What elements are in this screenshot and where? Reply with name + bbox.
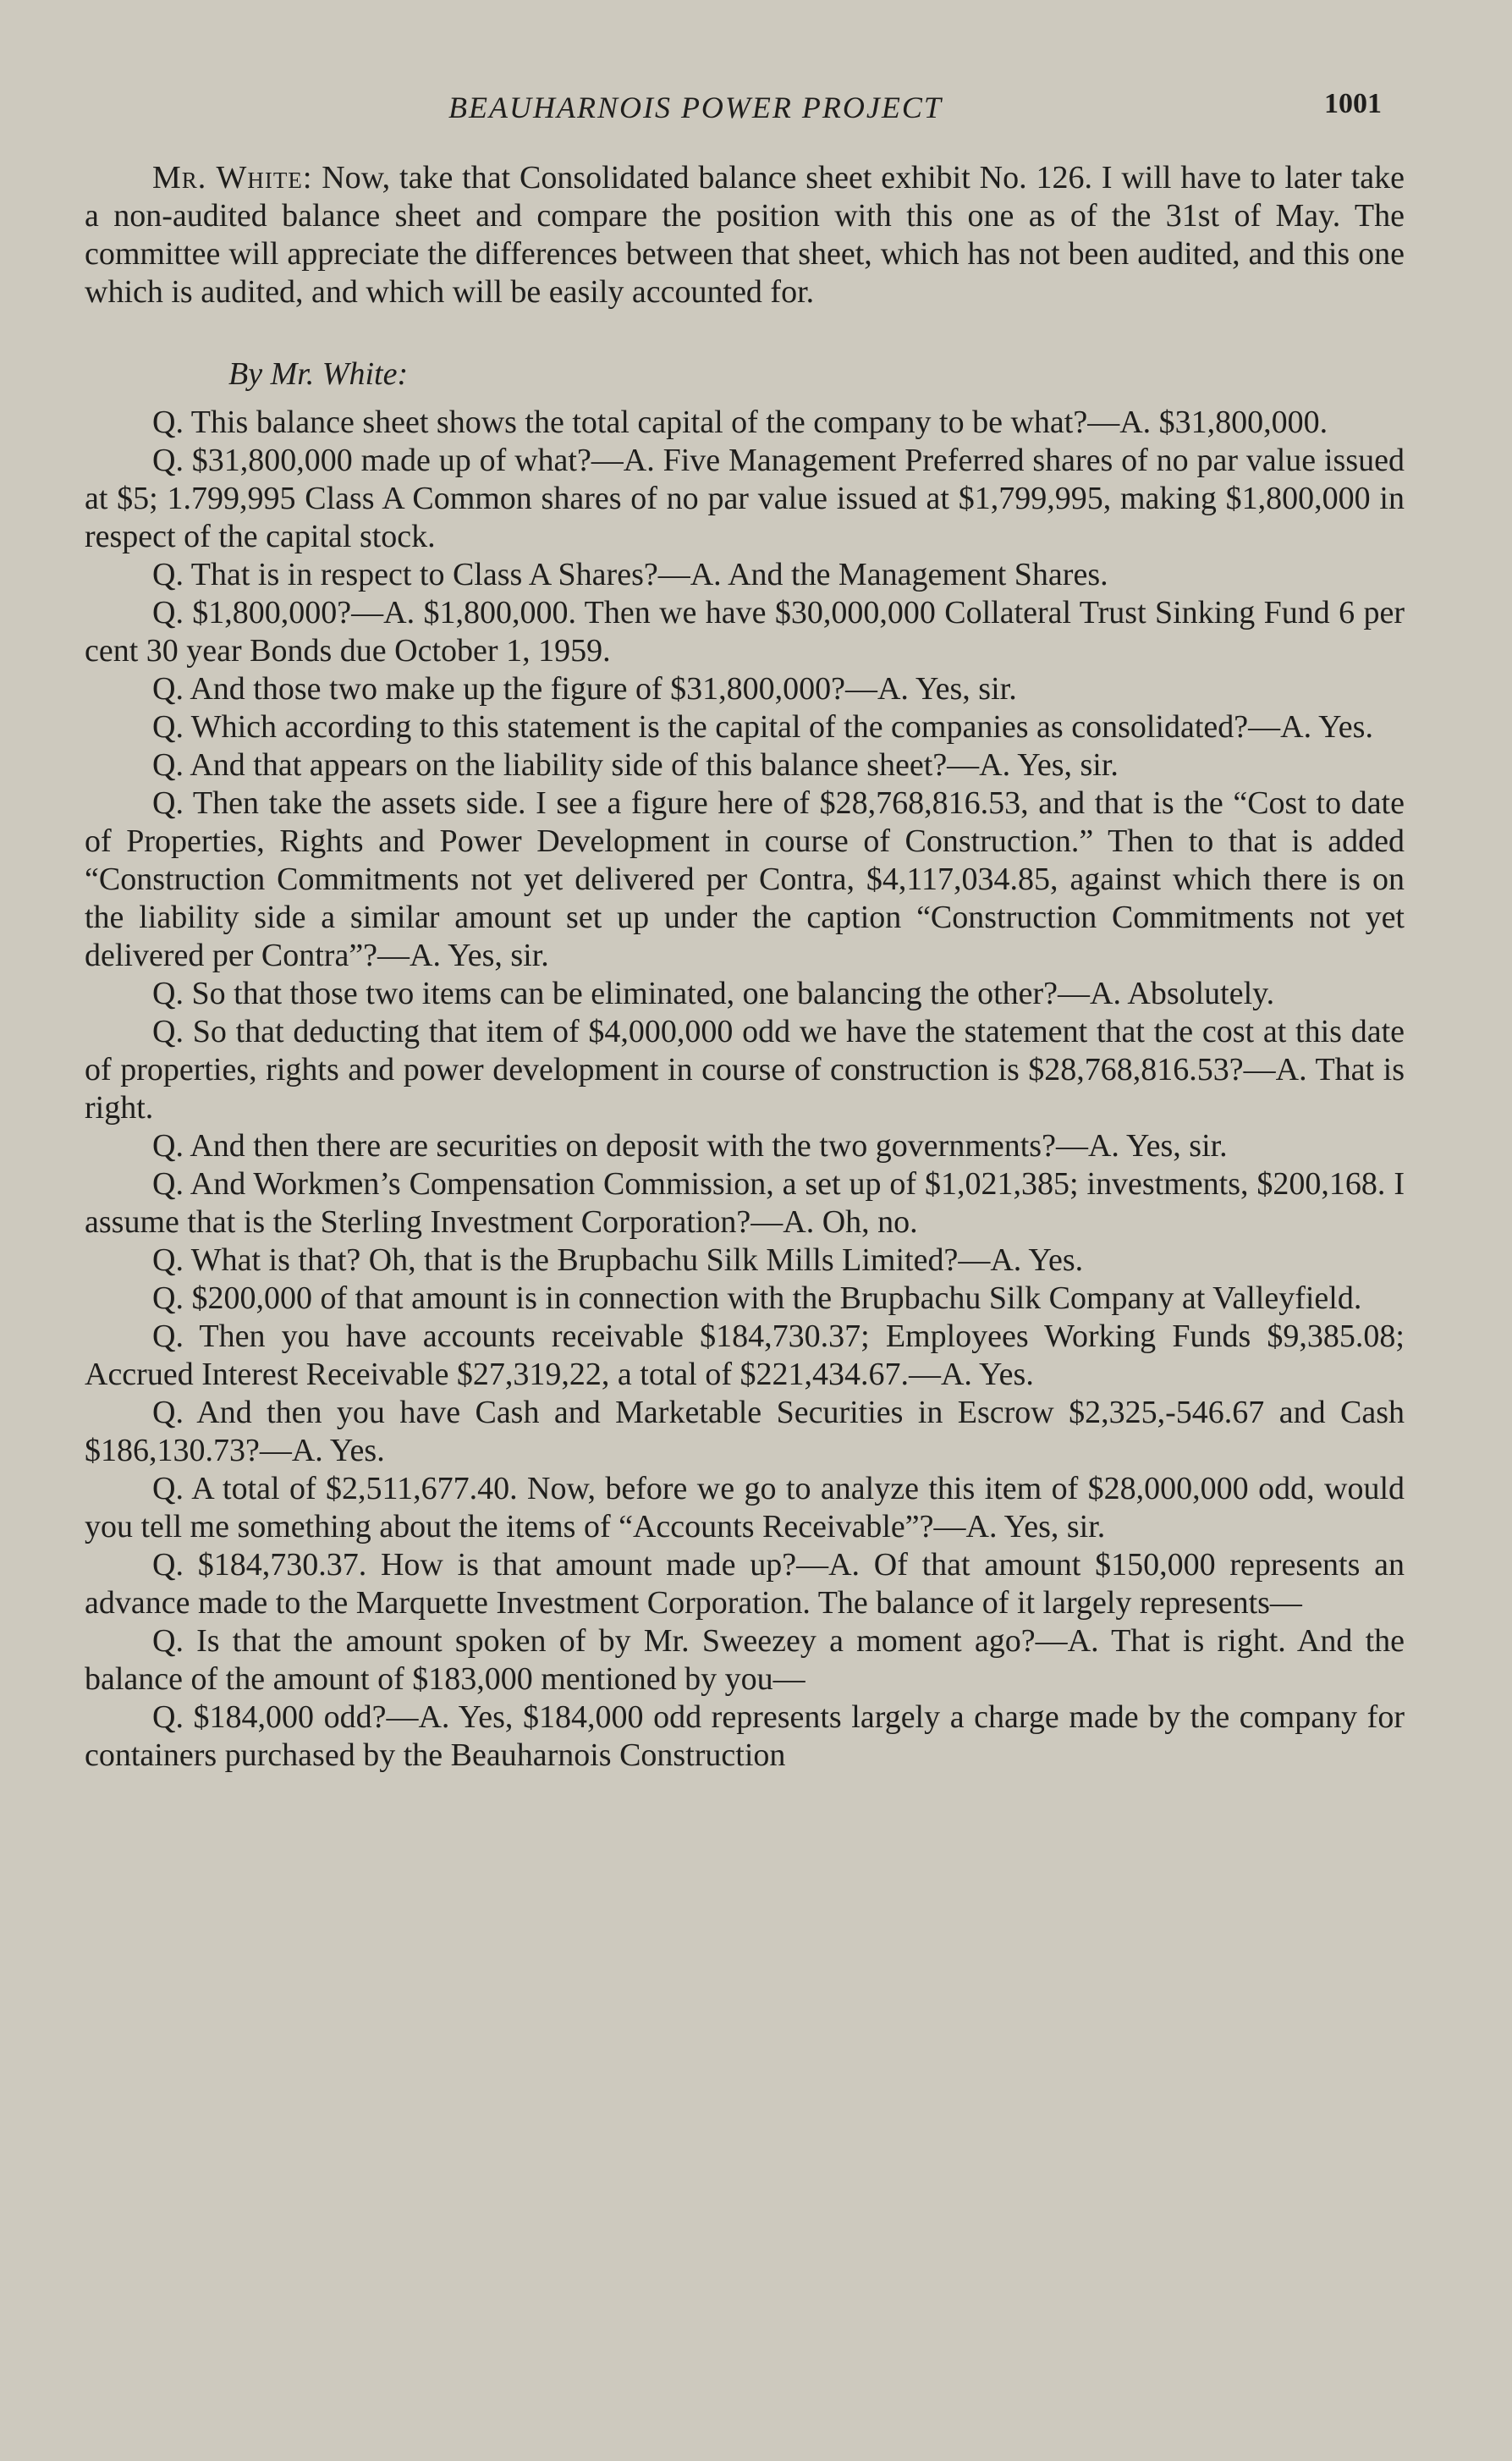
page-number: 1001 [1324, 88, 1382, 119]
qa-paragraph: Q. And then you have Cash and Marketable Securities in Escrow $2,325,-546.67 and Cash $186,130.73?—A. Yes. [85, 1395, 1405, 1468]
qa-paragraph: Q. That is in respect to Class A Shares?—A. And the Management Shares. [152, 557, 1108, 592]
qa-paragraph: Q. Is that the amount spoken of by Mr. Sweezey a moment ago?—A. That is right. And the balance of the amount of $183,000 mentioned by you— [85, 1623, 1405, 1697]
qa-paragraph: Q. $184,000 odd?—A. Yes, $184,000 odd represents largely a charge made by the company for containers purchased by the Beauharnois Construction [85, 1699, 1405, 1773]
qa-paragraph: Q. Then take the assets side. I see a figure here of $28,768,816.53, and that is the “Cost to date of Properties, Rights and Power Development in course of Construction.” Then to that is added “Construction Commitments not yet delivered per Contra, $4,117,034.85, against which there is on the liability side a similar amount set up under the caption “Construction Commitments not yet delivered per Contra”?—A. Yes, sir. [85, 785, 1405, 973]
qa-paragraph: Q. What is that? Oh, that is the Brupbachu Silk Mills Limited?—A. Yes. [152, 1242, 1084, 1278]
qa-paragraph: Q. $1,800,000?—A. $1,800,000. Then we have $30,000,000 Collateral Trust Sinking Fund 6 per cent 30 year Bonds due October 1, 1959. [85, 595, 1405, 669]
speaker-name: Mr. White: [152, 160, 313, 195]
qa-paragraph: Q. A total of $2,511,677.40. Now, before we go to analyze this item of $28,000,000 odd, would you tell me something about the items of “Accounts Receivable”?—A. Yes, sir. [85, 1471, 1405, 1544]
qa-paragraph: Q. $200,000 of that amount is in connection with the Brupbachu Silk Company at Valleyfield. [152, 1280, 1362, 1316]
qa-paragraph: Q. And that appears on the liability side of this balance sheet?—A. Yes, sir. [152, 747, 1119, 783]
qa-paragraph: Q. This balance sheet shows the total capital of the company to be what?—A. $31,800,000. [152, 405, 1328, 440]
qa-paragraph: Q. And then there are securities on deposit with the two governments?—A. Yes, sir. [152, 1128, 1228, 1164]
qa-paragraph: Q. So that deducting that item of $4,000,000 odd we have the statement that the cost at this date of properties, rights and power development in course of construction is $28,768,816.53?—A. That is right. [85, 1014, 1405, 1126]
qa-paragraph: Q. And Workmen’s Compensation Commission, a set up of $1,021,385; investments, $200,168. I assume that is the Sterling Investment Corporation?—A. Oh, no. [85, 1166, 1405, 1240]
qa-paragraph: Q. And those two make up the figure of $31,800,000?—A. Yes, sir. [152, 671, 1017, 707]
intro-paragraph [85, 159, 1405, 311]
page-body [85, 159, 1405, 1775]
qa-paragraph: Q. Which according to this statement is the capital of the companies as consolidated?—A. Yes. [152, 709, 1373, 745]
examiner-by-line: By Mr. White: [228, 356, 409, 392]
page-header [85, 85, 1512, 135]
qa-paragraph: Q. $31,800,000 made up of what?—A. Five Management Preferred shares of no par value issued at $5; 1.799,995 Class A Common shares of no par value issued at $1,799,995, making $1,800,000 in respect of the capital stock. [85, 443, 1405, 554]
qa-paragraph: Q. $184,730.37. How is that amount made up?—A. Of that amount $150,000 represents an advance made to the Marquette Investment Corporation. The balance of it largely represents— [85, 1547, 1405, 1621]
intro-text: Now, take that Consolidated balance sheet exhibit No. 126. I will have to later take a non-audited balance sheet and compare the position with this one as of the 31st of May. The committee will appreciate the differences between that sheet, which has not been audited, and this one which is audited, and which will be easily accounted for. [85, 160, 1405, 310]
qa-paragraph: Q. So that those two items can be eliminated, one balancing the other?—A. Absolutely. [152, 976, 1275, 1011]
running-head: BEAUHARNOIS POWER PROJECT [448, 91, 943, 124]
qa-paragraph: Q. Then you have accounts receivable $184,730.37; Employees Working Funds $9,385.08; Accrued Interest Receivable $27,319,22, a total of $221,434.67.—A. Yes. [85, 1319, 1405, 1392]
